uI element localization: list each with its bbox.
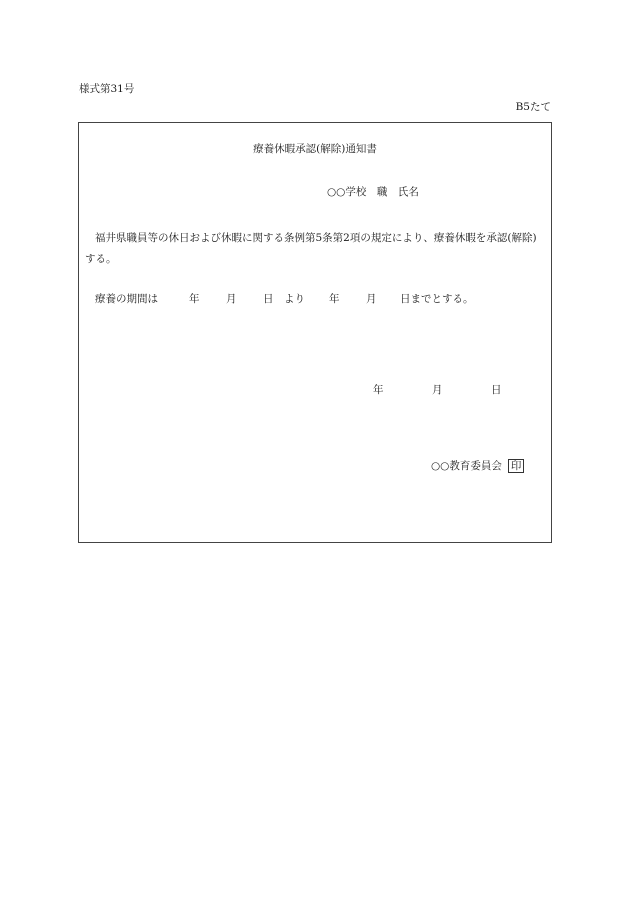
issue-month: 月 — [432, 384, 443, 396]
document-frame — [78, 122, 552, 543]
document-title: 療養休暇承認(解除)通知書 — [253, 143, 377, 155]
issuer-name: ○○教育委員会 — [431, 460, 502, 472]
period-from: より — [284, 293, 305, 305]
period-month-2: 月 — [366, 293, 377, 305]
body-text: 福井県職員等の休日および休暇に関する条例第5条第2項の規定により、療養休暇を承認(解除)する。 — [85, 232, 537, 265]
issue-day: 日 — [491, 384, 502, 396]
period-year-2: 年 — [329, 293, 340, 305]
period-day-2-until: 日までとする。 — [400, 293, 474, 305]
form-number: 様式第31号 — [79, 83, 135, 95]
period-day-1: 日 — [263, 293, 274, 305]
issuer-line — [431, 458, 524, 473]
period-year-1: 年 — [189, 293, 200, 305]
period-label: 療養の期間は — [95, 293, 158, 305]
issue-year: 年 — [373, 384, 384, 396]
paper-size-label: B5たて — [515, 101, 551, 113]
addressee: ○○学校 職 氏名 — [327, 186, 419, 198]
seal-box: 印 — [508, 459, 525, 473]
period-month-1: 月 — [226, 293, 237, 305]
